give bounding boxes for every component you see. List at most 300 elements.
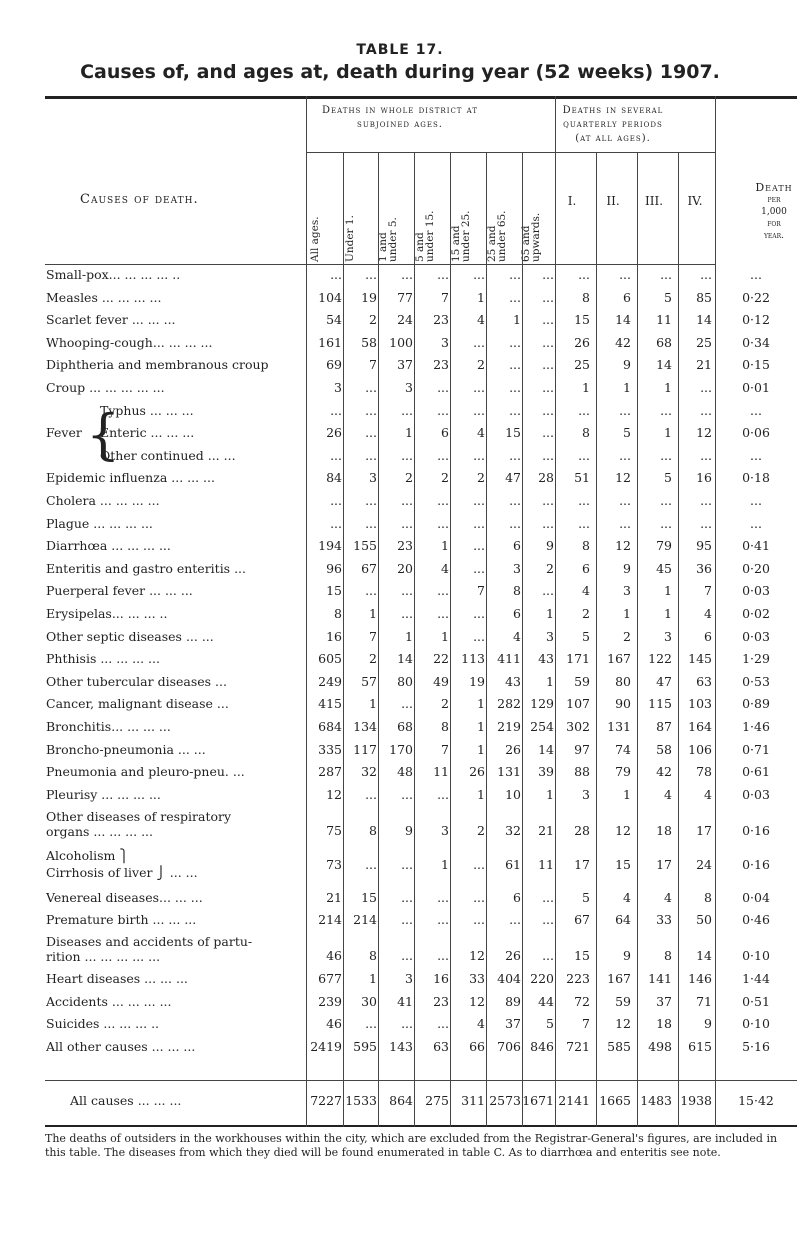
quarter-count-cell: 171 [566, 651, 590, 666]
age-count-cell: 2573 [489, 1093, 521, 1108]
quarter-count-cell: 17 [696, 823, 712, 838]
age-count-cell: ... [473, 493, 485, 508]
age-count-cell: ... [437, 787, 449, 802]
age-count-cell: 8 [513, 583, 521, 598]
quarter-count-cell: 3 [664, 629, 672, 644]
quarter-count-cell: 5 [623, 425, 631, 440]
quarter-count-cell: ... [700, 267, 712, 282]
age-count-cell: 39 [538, 764, 554, 779]
death-rate-cell: 5·16 [742, 1039, 770, 1054]
quarter-count-cell: 28 [574, 823, 590, 838]
quarter-count-cell: 18 [656, 823, 672, 838]
cause-label: Other septic diseases ... ... [46, 629, 214, 644]
age-count-cell: 1 [369, 696, 377, 711]
age-count-cell: 287 [318, 764, 342, 779]
age-count-cell: 1 [477, 742, 485, 757]
quarter-count-cell: 59 [615, 994, 631, 1009]
parturition-label-line1: Diseases and accidents of partu- [46, 934, 253, 949]
age-count-cell: 89 [505, 994, 521, 1009]
age-count-cell: ... [401, 493, 413, 508]
age-count-cell: 1 [546, 787, 554, 802]
age-count-cell: 1 [477, 696, 485, 711]
age-count-cell: ... [437, 606, 449, 621]
death-rate-cell: 1·29 [742, 651, 770, 666]
age-count-cell: 846 [530, 1039, 554, 1054]
age-count-cell: ... [509, 380, 521, 395]
age-count-cell: 58 [361, 335, 377, 350]
age-count-cell: 404 [497, 971, 521, 986]
table-row [0, 994, 800, 1016]
quarter-count-cell: 122 [648, 651, 672, 666]
quarter-count-cell: 88 [574, 764, 590, 779]
age-count-cell: 15 [326, 583, 342, 598]
cause-label: Premature birth ... ... ... [46, 912, 197, 927]
quarter-count-cell: 1 [582, 380, 590, 395]
quarter-count-cell: ... [660, 448, 672, 463]
quarter-count-cell: ... [578, 516, 590, 531]
age-count-cell: ... [542, 890, 554, 905]
age-count-cell: 6 [441, 425, 449, 440]
age-count-cell: ... [365, 425, 377, 440]
age-count-cell: 84 [326, 470, 342, 485]
quarter-count-cell: 1 [664, 425, 672, 440]
age-count-cell: ... [473, 335, 485, 350]
quarter-count-cell: 12 [615, 470, 631, 485]
age-count-cell: ... [401, 403, 413, 418]
age-count-cell: 37 [505, 1016, 521, 1031]
header-bottom-rule [45, 264, 715, 265]
quarter-count-cell: 498 [648, 1039, 672, 1054]
age-count-cell: 8 [369, 823, 377, 838]
death-rate-cell: ... [750, 448, 762, 463]
age-count-cell: 21 [326, 890, 342, 905]
quarter-count-cell: 15 [615, 857, 631, 872]
age-count-cell: 26 [469, 764, 485, 779]
age-count-cell: ... [365, 403, 377, 418]
quarter-count-cell: 115 [648, 696, 672, 711]
age-count-cell: 1 [477, 787, 485, 802]
age-count-cell: 2 [441, 470, 449, 485]
age-count-cell: ... [437, 380, 449, 395]
age-count-cell: 69 [326, 357, 342, 372]
age-count-cell: 2 [441, 696, 449, 711]
quarter-count-cell: ... [700, 403, 712, 418]
age-count-cell: ... [473, 380, 485, 395]
death-rate-cell: 0·41 [742, 538, 770, 553]
total-rule [45, 1080, 797, 1081]
quarter-count-cell: 141 [648, 971, 672, 986]
age-count-cell: 66 [469, 1039, 485, 1054]
age-count-cell: 1 [513, 312, 521, 327]
quarter-count-cell: 74 [615, 742, 631, 757]
age-count-cell: 63 [433, 1039, 449, 1054]
cause-label: Small-pox... ... ... ... .. [46, 267, 181, 282]
age-count-cell: ... [401, 787, 413, 802]
age-count-cell: ... [473, 857, 485, 872]
age-count-cell: 2 [477, 470, 485, 485]
quarter-count-cell: 47 [656, 674, 672, 689]
death-rate-cell: 15·42 [738, 1093, 774, 1108]
quarter-count-cell: 4 [623, 890, 631, 905]
table-title: Causes of, and ages at, death during year (52 weeks) 1907. [80, 61, 720, 83]
age-count-cell: ... [473, 629, 485, 644]
quarter-count-cell: 9 [623, 561, 631, 576]
age-count-cell: 2 [369, 651, 377, 666]
death-rate-cell: 0·04 [742, 890, 770, 905]
age-count-cell: 1 [441, 629, 449, 644]
age-count-cell: ... [542, 948, 554, 963]
table-row [0, 357, 800, 379]
age-count-cell: 134 [353, 719, 377, 734]
quarter-header-4: IV. [687, 194, 703, 208]
age-count-cell: ... [401, 948, 413, 963]
table-row [0, 493, 800, 515]
age-count-cell: 41 [397, 994, 413, 1009]
age-count-cell: 32 [505, 823, 521, 838]
age-count-cell: 23 [433, 312, 449, 327]
death-rate-cell: 0·02 [742, 606, 770, 621]
quarter-count-cell: 67 [574, 912, 590, 927]
age-count-cell: 113 [461, 651, 485, 666]
age-count-cell: ... [437, 493, 449, 508]
age-count-cell: ... [473, 561, 485, 576]
age-count-cell: ... [542, 493, 554, 508]
age-count-cell: ... [473, 538, 485, 553]
quarter-count-cell: 11 [656, 312, 672, 327]
respiratory-label-line1: Other diseases of respiratory [46, 809, 232, 824]
district-header-line2: subjoined ages. [357, 119, 443, 130]
quarter-count-cell: 167 [607, 651, 631, 666]
age-count-cell: ... [437, 1016, 449, 1031]
age-count-cell: ... [365, 1016, 377, 1031]
age-count-cell: 61 [505, 857, 521, 872]
cause-label: Suicides ... ... ... .. [46, 1016, 160, 1031]
age-count-cell: 161 [318, 335, 342, 350]
quarter-count-cell: 585 [607, 1039, 631, 1054]
age-count-cell: ... [437, 890, 449, 905]
age-count-cell: ... [473, 403, 485, 418]
age-count-cell: 1 [369, 971, 377, 986]
age-count-cell: 7227 [310, 1093, 342, 1108]
cause-label: All causes ... ... ... [70, 1093, 182, 1108]
quarter-count-cell: 2 [582, 606, 590, 621]
table-row [0, 583, 800, 605]
age-count-cell: ... [542, 335, 554, 350]
age-count-cell: ... [509, 403, 521, 418]
age-count-cell: ... [365, 448, 377, 463]
parturition-label-line2: rition ... ... ... ... ... [46, 949, 161, 964]
cause-label: Cholera ... ... ... ... [46, 493, 160, 508]
table-row [0, 890, 800, 912]
quarter-count-cell: 167 [607, 971, 631, 986]
quarter-count-cell: 63 [696, 674, 712, 689]
quarter-count-cell: ... [660, 267, 672, 282]
quarter-count-cell: 12 [615, 538, 631, 553]
cause-label: Phthisis ... ... ... ... [46, 651, 160, 666]
age-count-cell: 170 [389, 742, 413, 757]
age-count-cell: 47 [505, 470, 521, 485]
death-rate-cell: 1·46 [742, 719, 770, 734]
quarter-count-cell: 103 [688, 696, 712, 711]
quarter-count-cell: 164 [688, 719, 712, 734]
age-count-cell: ... [401, 606, 413, 621]
quarter-count-cell: 7 [704, 583, 712, 598]
quarter-count-cell: 9 [623, 357, 631, 372]
age-count-cell: 7 [441, 290, 449, 305]
age-count-cell: 23 [433, 357, 449, 372]
age-count-cell: ... [542, 403, 554, 418]
age-count-cell: ... [365, 267, 377, 282]
age-count-cell: 49 [433, 674, 449, 689]
quarter-count-cell: ... [700, 380, 712, 395]
cause-label: Pleurisy ... ... ... ... [46, 787, 161, 802]
death-rate-cell: 0·53 [742, 674, 770, 689]
quarter-count-cell: 97 [574, 742, 590, 757]
death-rate-cell: ... [750, 403, 762, 418]
quarter-count-cell: 15 [574, 948, 590, 963]
quarter-header-1: I. [567, 194, 577, 208]
age-count-cell: 26 [505, 948, 521, 963]
quarter-count-cell: 26 [574, 335, 590, 350]
age-count-cell: 254 [530, 719, 554, 734]
quarter-count-cell: 3 [623, 583, 631, 598]
table-row [0, 561, 800, 583]
age-count-cell: ... [365, 857, 377, 872]
quarter-count-cell: 9 [704, 1016, 712, 1031]
fever-group-label: Fever [46, 425, 82, 440]
age-count-cell: ... [509, 357, 521, 372]
age-count-cell: ... [437, 912, 449, 927]
age-count-cell: 1 [405, 425, 413, 440]
age-count-cell: ... [330, 403, 342, 418]
cause-label: Diarrhœa ... ... ... ... [46, 538, 171, 553]
quarter-count-cell: 50 [696, 912, 712, 927]
quarter-count-cell: 9 [623, 948, 631, 963]
age-count-cell: 1 [477, 290, 485, 305]
rate-header-line3: 1,000 [761, 207, 787, 217]
death-rate-cell: 0·03 [742, 787, 770, 802]
quarter-count-cell: 25 [696, 335, 712, 350]
age-count-cell: ... [542, 267, 554, 282]
header-divider-quarterly [531, 152, 715, 153]
quarter-count-cell: 146 [688, 971, 712, 986]
age-count-cell: ... [330, 516, 342, 531]
age-count-cell: ... [509, 335, 521, 350]
age-count-cell: 26 [505, 742, 521, 757]
quarter-count-cell: 16 [696, 470, 712, 485]
age-count-cell: 3 [405, 971, 413, 986]
age-count-cell: ... [473, 912, 485, 927]
quarter-count-cell: 42 [615, 335, 631, 350]
quarter-count-cell: 14 [656, 357, 672, 372]
age-count-cell: 415 [318, 696, 342, 711]
cause-label: Broncho-pneumonia ... ... [46, 742, 206, 757]
death-rate-cell: 0·16 [742, 823, 770, 838]
age-count-cell: 2 [369, 312, 377, 327]
age-count-cell: 96 [326, 561, 342, 576]
quarter-count-cell: 12 [615, 1016, 631, 1031]
quarter-count-cell: 302 [566, 719, 590, 734]
quarter-count-cell: 107 [566, 696, 590, 711]
quarter-count-cell: ... [578, 448, 590, 463]
table-row [0, 335, 800, 357]
age-count-cell: 14 [538, 742, 554, 757]
age-count-cell: ... [401, 583, 413, 598]
quarter-count-cell: 15 [574, 312, 590, 327]
quarter-count-cell: 18 [656, 1016, 672, 1031]
table-row [0, 267, 800, 289]
age-count-cell: 11 [433, 764, 449, 779]
death-rate-cell: 1·44 [742, 971, 770, 986]
age-header-25-65: 25 and under 65. [486, 210, 508, 262]
table-row [0, 934, 800, 970]
cause-label: Venereal diseases... ... ... [46, 890, 203, 905]
age-count-cell: ... [542, 312, 554, 327]
age-count-cell: 249 [318, 674, 342, 689]
quarter-count-cell: 1 [623, 380, 631, 395]
table-row [0, 674, 800, 696]
age-count-cell: ... [542, 290, 554, 305]
age-count-cell: 23 [397, 538, 413, 553]
age-count-cell: 1 [477, 719, 485, 734]
age-count-cell: 37 [397, 357, 413, 372]
death-rate-cell: 0·34 [742, 335, 770, 350]
age-count-cell: ... [509, 290, 521, 305]
quarter-count-cell: 6 [623, 290, 631, 305]
age-count-cell: 684 [318, 719, 342, 734]
age-count-cell: 3 [441, 335, 449, 350]
age-count-cell: 3 [369, 470, 377, 485]
cause-label: Erysipelas... ... ... .. [46, 606, 168, 621]
quarter-count-cell: 8 [582, 290, 590, 305]
cause-label [46, 847, 198, 881]
cause-label: Plague ... ... ... ... [46, 516, 153, 531]
age-count-cell: 677 [318, 971, 342, 986]
quarter-count-cell: 17 [656, 857, 672, 872]
quarter-count-cell: ... [700, 516, 712, 531]
age-count-cell: ... [401, 516, 413, 531]
death-rate-cell: 0·71 [742, 742, 770, 757]
age-count-cell: 15 [505, 425, 521, 440]
table-row [0, 312, 800, 334]
cause-label: Heart diseases ... ... ... [46, 971, 188, 986]
table-row [0, 787, 800, 809]
quarter-count-cell: 5 [664, 290, 672, 305]
age-count-cell: 7 [369, 629, 377, 644]
age-count-cell: 4 [477, 425, 485, 440]
quarter-header-2: II. [606, 194, 620, 208]
quarter-count-cell: 95 [696, 538, 712, 553]
quarter-count-cell: 1 [664, 380, 672, 395]
age-count-cell: ... [330, 493, 342, 508]
age-count-cell: 129 [530, 696, 554, 711]
quarter-count-cell: 4 [664, 787, 672, 802]
quarter-count-cell: ... [578, 267, 590, 282]
age-count-cell: 6 [513, 538, 521, 553]
age-count-cell: ... [542, 516, 554, 531]
age-count-cell: 19 [469, 674, 485, 689]
age-count-cell: ... [401, 890, 413, 905]
rate-header-line1: Death [755, 181, 793, 194]
age-count-cell: 7 [369, 357, 377, 372]
age-count-cell: ... [437, 267, 449, 282]
death-rate-cell: 0·10 [742, 948, 770, 963]
rate-header-line4: for [767, 219, 781, 229]
age-count-cell: 75 [326, 823, 342, 838]
age-count-cell: ... [509, 267, 521, 282]
table-number: TABLE 17. [356, 42, 444, 58]
rate-header-line2: per [767, 195, 781, 205]
age-count-cell: 1533 [345, 1093, 377, 1108]
table-row [0, 912, 800, 934]
rate-header-line5: year. [763, 231, 785, 241]
quarter-count-cell: 2141 [558, 1093, 590, 1108]
age-count-cell: 8 [369, 948, 377, 963]
age-count-cell: 3 [334, 380, 342, 395]
age-count-cell: 43 [505, 674, 521, 689]
table-row [0, 290, 800, 312]
age-count-cell: 4 [441, 561, 449, 576]
fever-brace: { [86, 403, 121, 466]
cause-label: Puerperal fever ... ... ... [46, 583, 193, 598]
death-rate-cell: 0·16 [742, 857, 770, 872]
quarter-count-cell: 25 [574, 357, 590, 372]
rate-header [752, 182, 796, 242]
age-count-cell: 1671 [522, 1093, 554, 1108]
footnote: The deaths of outsiders in the workhouses within the city, which are excluded from the Registrar-General's figures, are included in this table. The diseases from which they died will be found enumerated in table C. As to diarrhœa and enteritis see note. [45, 1132, 778, 1159]
age-count-cell: 100 [389, 335, 413, 350]
age-count-cell: 117 [353, 742, 377, 757]
quarter-count-cell: 12 [615, 823, 631, 838]
cause-label: Epidemic influenza ... ... ... [46, 470, 215, 485]
death-rate-cell: 0·01 [742, 380, 770, 395]
quarterly-header-line3: (at all ages). [575, 133, 651, 144]
age-header-5-15: 5 and under 15. [414, 210, 436, 262]
age-count-cell: 1 [441, 538, 449, 553]
age-count-cell: 46 [326, 1016, 342, 1031]
age-count-cell: 4 [477, 1016, 485, 1031]
age-count-cell: 239 [318, 994, 342, 1009]
cause-label: Cancer, malignant disease ... [46, 696, 229, 711]
age-count-cell: 2 [477, 357, 485, 372]
cause-label: Scarlet fever ... ... ... [46, 312, 176, 327]
age-count-cell: ... [330, 448, 342, 463]
table-row [0, 516, 800, 538]
age-header-15-25: 15 and under 25. [450, 210, 472, 262]
age-count-cell: ... [401, 912, 413, 927]
age-count-cell: ... [473, 448, 485, 463]
header-divider-district [306, 152, 531, 153]
age-count-cell: 131 [497, 764, 521, 779]
death-rate-cell: 0·12 [742, 312, 770, 327]
age-count-cell: 3 [546, 629, 554, 644]
age-count-cell: 595 [353, 1039, 377, 1054]
quarter-count-cell: ... [660, 403, 672, 418]
quarter-count-cell: 5 [664, 470, 672, 485]
table-row [0, 380, 800, 402]
death-rate-cell: 0·03 [742, 583, 770, 598]
age-count-cell: 282 [497, 696, 521, 711]
cause-label: Accidents ... ... ... ... [46, 994, 172, 1009]
cause-label: Measles ... ... ... ... [46, 290, 162, 305]
quarter-count-cell: 4 [664, 890, 672, 905]
quarter-count-cell: ... [619, 516, 631, 531]
age-count-cell: ... [330, 267, 342, 282]
quarter-count-cell: 17 [574, 857, 590, 872]
age-count-cell: ... [542, 583, 554, 598]
quarter-count-cell: 21 [696, 357, 712, 372]
age-count-cell: 1 [369, 606, 377, 621]
